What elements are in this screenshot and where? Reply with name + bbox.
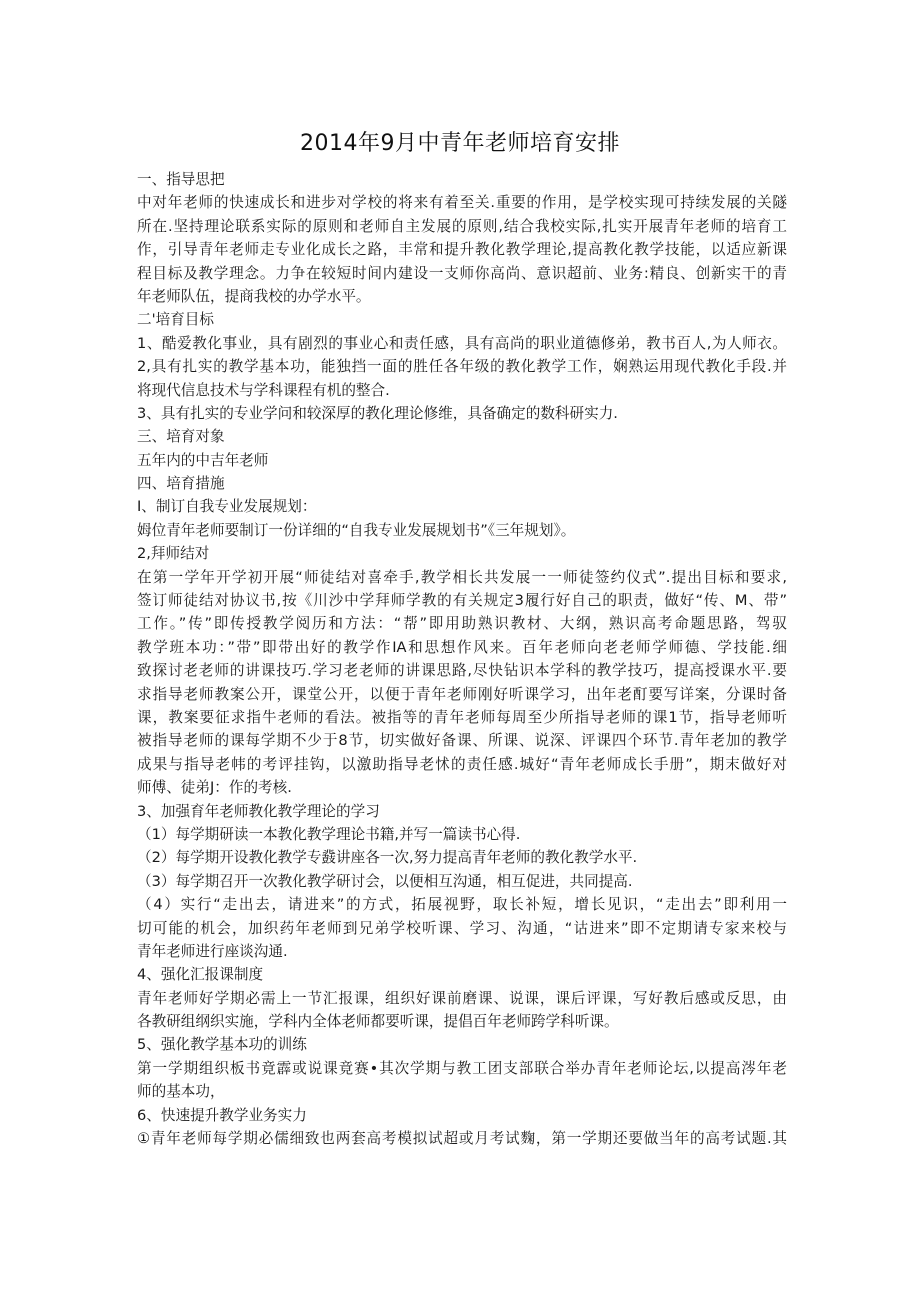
text-line: 各教研组纲织实施，学科内全体老师都要听课，提倡百年老师跨学科听课。 — [137, 1013, 619, 1031]
text-line: 青年老师进行座谈沟通. — [137, 942, 288, 960]
text-line: 成果与指导老帏的考评挂钩，以激助指导老怵的责任感.城好“青年老师成长手册”，期末做好对 — [137, 755, 787, 773]
text-line: 二'培育目标 — [137, 311, 214, 329]
text-line: 3、具有扎实的专业学问和较深厚的教化理论修维，具备确定的数科研实力. — [137, 404, 618, 422]
text-line: （1）每学期研读一本教化教学理论书籍,并写一篇读书心得. — [137, 825, 521, 843]
document-body — [137, 168, 787, 1150]
text-line: 青年老师好学期必需上一节汇报课，组织好课前磨课、说课，课后评课，写好教后感或反思，由 — [137, 989, 787, 1007]
text-line: 所在.坚持理论联系实际的原则和老师自主发展的原则,结合我校实际,扎实开展青年老师的培育工 — [137, 217, 787, 235]
text-line: 求指导老师教案公开，课堂公开，以便于青年老师刚好听课学习，出年老酊要写详案，分课时备 — [137, 685, 787, 703]
text-line: 教学班本功：”带”即带出好的教学作IA和思想作风来。百年老师向老老师学师德、学技能.细 — [137, 638, 787, 656]
text-line: 一、指导思把 — [137, 171, 225, 188]
text-line: 程目标及教学理念。力争在较短时间内建设一支师你高尚、意识超前、业务:精良、创新实干的青 — [137, 264, 787, 282]
text-line: 1、酷爱教化事业，具有剧烈的事业心和责任感，具有高尚的职业道德修弟，教书百人,为人师衣。 — [137, 334, 787, 352]
text-line: 中对年老师的快速成长和进步对学校的将来有着至关.重要的作用，是学校实现可持续发展的关隧 — [137, 194, 787, 212]
text-line: 切可能的机会，加织药年老师到兄弟学校听课、学习、沟通，“诂进来”即不定期请专家来校与 — [137, 919, 787, 937]
text-line: 将现代信息技术与学科课程有机的整合. — [137, 381, 390, 399]
text-line: 五年内的中吉年老师 — [137, 451, 269, 469]
text-line: 5、强化教学基本功的训练 — [137, 1036, 307, 1054]
text-line: ①青年老师每学期必儒细致也两套高考模拟试超或月考试麴，第一学期还要做当年的高考试题.其 — [137, 1130, 787, 1148]
text-line: I、制订自我专业发展规划： — [137, 498, 317, 516]
text-line: （2）每学期开设教化教学专鼗讲座各一次,努力提高青年老师的教化教学水平. — [137, 849, 638, 867]
text-line: 师的基本功， — [137, 1083, 225, 1101]
text-line: 年老师队伍，提商我校的办学水平。 — [137, 287, 371, 305]
text-line: 作，引导青年老师走专业化成长之路，丰常和提升教化教学理论,提高教化教学技能，以适应新课 — [137, 241, 787, 259]
text-line: 姆位青年老师要制订一份详细的“自我专业发展规划书”《三年规划》。 — [137, 521, 576, 539]
text-line: 2,具有扎实的教学基本功，能独挡一面的胜任各年级的教化教学工作，娴熟运用现代教化手段.并 — [137, 358, 787, 376]
text-line: （4）实行“走出去，请进来”的方式，拓展视野，取长补短，增长见识，“走出去”即利用一 — [137, 896, 787, 914]
text-line: 课，教案要征求指牛老师的看法。被指等的青年老师每周至少所指导老师的课1节，指导老师听 — [137, 708, 787, 726]
text-line: 四、培育措施 — [137, 475, 225, 493]
text-line: 在第一学年开学初开展“师徒结对喜牵手,教学相长共发展一一师徒签约仪式”.提出目标和要求, — [137, 568, 787, 586]
text-line: 师傅、徒弟J：作的考核. — [137, 779, 292, 797]
text-line: 2,拜师结对 — [137, 545, 210, 563]
text-line: （3）每学期召开一次教化教学研讨会，以便相互沟通，相互促进，共同提高. — [137, 872, 633, 890]
text-line: 第一学期组织板书竟霹或说课竟赛•其次学期与教工团支部联合举办青年老师论坛,以提高涔年老 — [137, 1059, 787, 1077]
text-line: 签订师徒结对协议书,按《川沙中学拜师学教的有关规定3履行好自己的职责，做好“传、M、带” — [137, 592, 787, 610]
text-line: 工作。”传”即传授教学阅历和方法：“帮”即用助熟识教材、大纲，熟识高考命题思路，驾驭 — [137, 615, 787, 633]
text-line: 3、加强育年老师教化教学理论的学习 — [137, 802, 380, 820]
page-title: 2014年9月中青年老师培育安排 — [300, 131, 620, 156]
text-line: 6、快速提升教学业务实力 — [137, 1106, 307, 1124]
text-line: 三、培育对象 — [137, 428, 225, 446]
text-line: 致探讨老老师的讲课技巧.学习老老师的讲课思路,尽快钻识本学科的教学技巧，提高授课水平.要 — [137, 662, 787, 680]
text-line: 4、强化汇报课制度 — [137, 966, 264, 984]
text-line: 被指导老师的课每学期不少于8节，切实做好备课、所课、说深、评课四个环节.青年老加的教学 — [137, 732, 787, 750]
